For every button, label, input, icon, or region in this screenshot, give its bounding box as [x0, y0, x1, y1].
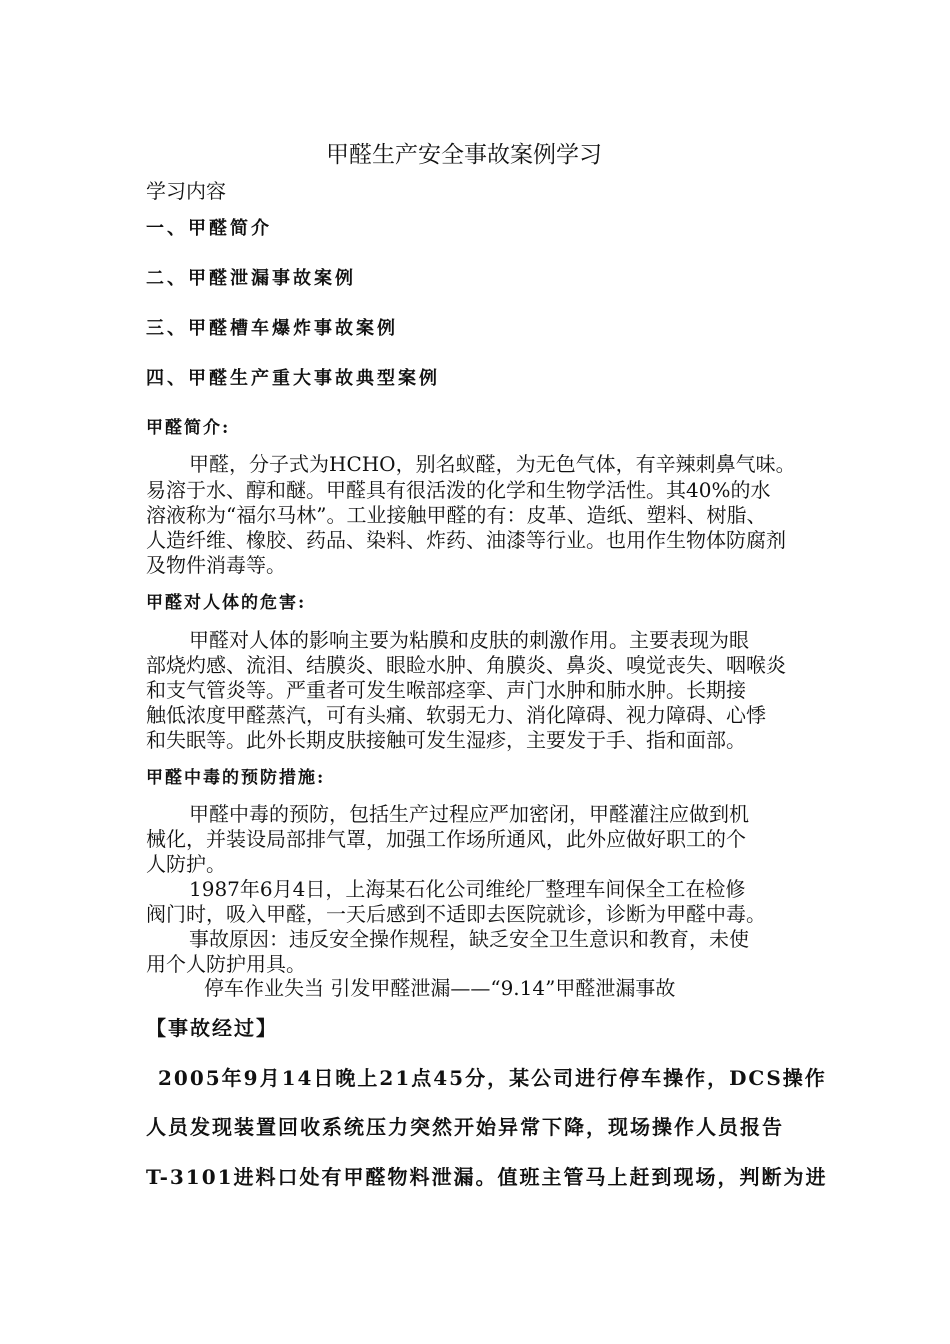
case-title: 停车作业失当 引发甲醛泄漏——“9.14”甲醛泄漏事故 — [204, 976, 676, 1000]
prevention-line: 阀门时，吸入甲醛，一天后感到不适即去医院就诊，诊断为甲醛中毒。 — [146, 902, 766, 926]
toc-heading: 学习内容 — [146, 179, 226, 203]
case-line: T-3101进料口处有甲醛物料泄漏。值班主管马上赶到现场，判断为进 — [146, 1165, 828, 1189]
hazard-line: 甲醛对人体的影响主要为粘膜和皮肤的刺激作用。主要表现为眼 — [189, 628, 749, 652]
toc-item: 二、甲醛泄漏事故案例 — [146, 268, 356, 289]
hazard-line: 和失眠等。此外长期皮肤接触可发生湿疹，主要发于手、指和面部。 — [146, 728, 746, 752]
intro-line: 溶液称为“福尔马林”。工业接触甲醛的有：皮革、造纸、塑料、树脂、 — [146, 503, 767, 527]
intro-line: 及物件消毒等。 — [146, 553, 286, 577]
toc-item: 四、甲醛生产重大事故典型案例 — [146, 368, 440, 389]
prevention-line: 事故原因：违反安全操作规程，缺乏安全卫生意识和教育，未使 — [189, 927, 749, 951]
hazard-line: 触低浓度甲醛蒸汽，可有头痛、软弱无力、消化障碍、视力障碍、心悸 — [146, 703, 766, 727]
toc-item: 三、甲醛槽车爆炸事故案例 — [146, 318, 398, 339]
intro-line: 人造纤维、橡胶、药品、染料、炸药、油漆等行业。也用作生物体防腐剂 — [146, 528, 786, 552]
prevention-line: 械化，并装设局部排气罩，加强工作场所通风，此外应做好职工的个 — [146, 827, 746, 851]
case-line: 2005年9月14日晚上21点45分，某公司进行停车操作，DCS操作 — [158, 1066, 827, 1090]
hazard-heading: 甲醛对人体的危害: — [146, 593, 307, 613]
intro-line: 易溶于水、醇和醚。甲醛具有很活泼的化学和生物学活性。其40%的水 — [146, 478, 771, 502]
case-section-heading: 【事故经过】 — [146, 1016, 278, 1040]
prevention-heading: 甲醛中毒的预防措施: — [146, 768, 326, 788]
hazard-line: 和支气管炎等。严重者可发生喉部痉挛、声门水肿和肺水肿。长期接 — [146, 678, 746, 702]
intro-heading: 甲醛简介: — [146, 418, 231, 438]
toc-item: 一、甲醛简介 — [146, 218, 272, 239]
document-title: 甲醛生产安全事故案例学习 — [326, 142, 602, 168]
prevention-line: 人防护。 — [146, 852, 226, 876]
prevention-line: 1987年6月4日，上海某石化公司维纶厂整理车间保全工在检修 — [189, 877, 746, 901]
intro-line: 甲醛，分子式为HCHO，别名蚁醛，为无色气体，有辛辣刺鼻气味。 — [189, 452, 796, 476]
prevention-line: 甲醛中毒的预防，包括生产过程应严加密闭，甲醛灌注应做到机 — [189, 802, 749, 826]
prevention-line: 用个人防护用具。 — [146, 952, 306, 976]
hazard-line: 部烧灼感、流泪、结膜炎、眼睑水肿、角膜炎、鼻炎、嗅觉丧失、咽喉炎 — [146, 653, 786, 677]
case-line: 人员发现装置回收系统压力突然开始异常下降，现场操作人员报告 — [146, 1115, 784, 1139]
